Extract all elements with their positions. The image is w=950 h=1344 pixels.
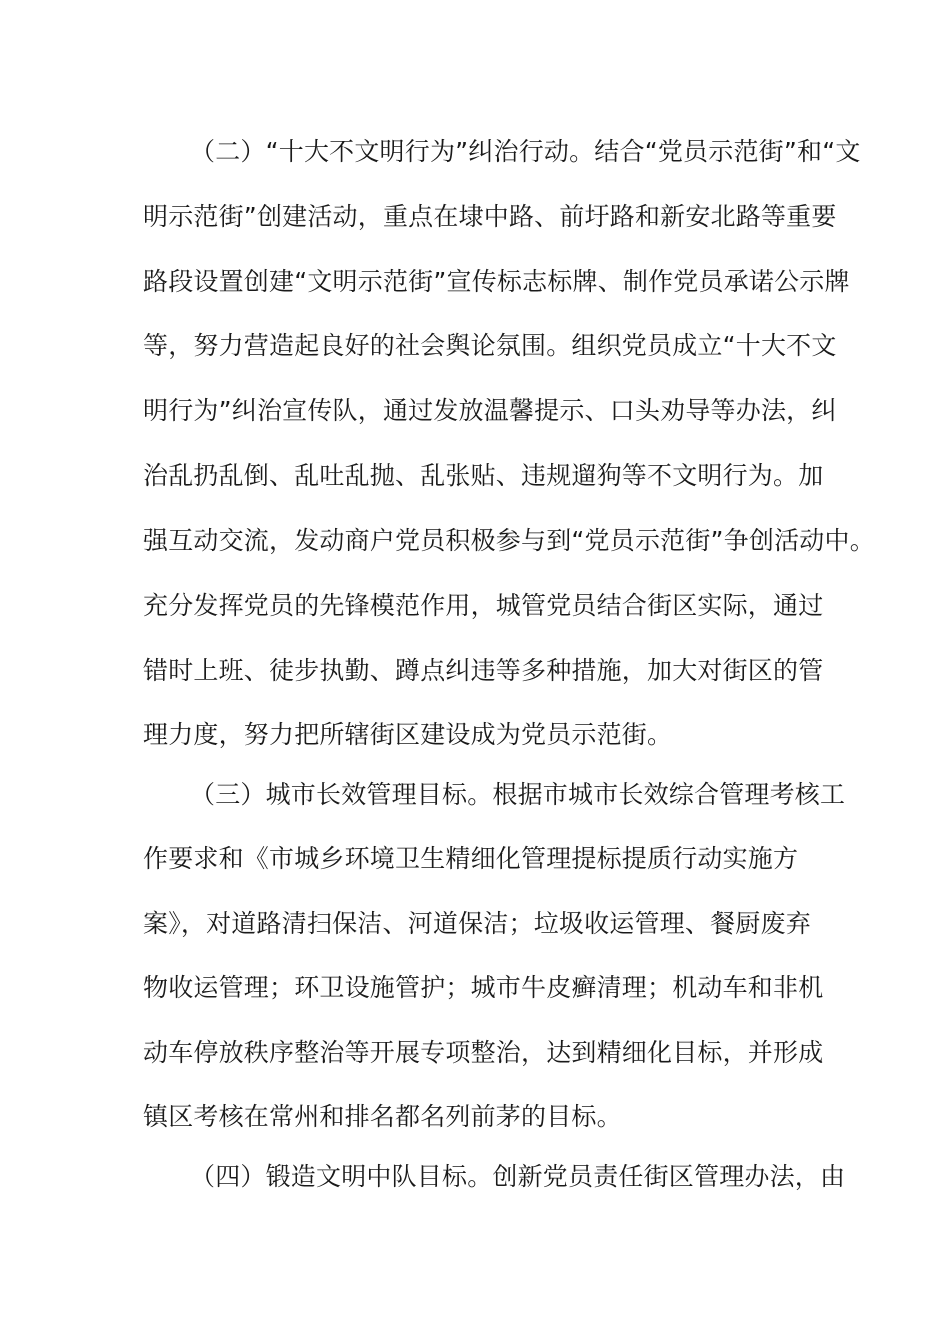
paragraph-2-line-5: 明行为”纠治宣传队，通过发放温馨提示、口头劝导等办法，纠 [143,396,837,425]
paragraph-3-line-2: 作要求和《市城乡环境卫生精细化管理提标提质行动实施方 [143,844,799,873]
paragraph-2-line-9: 错时上班、徒步执勤、蹲点纠违等多种措施，加大对街区的管 [143,656,824,685]
paragraph-2-line-1: （二）“十大不文明行为”纠治行动。结合“党员示范街”和“文 [190,137,861,166]
paragraph-2-line-4: 等，努力营造起良好的社会舆论氛围。组织党员成立“十大不文 [143,331,837,360]
paragraph-2-line-8: 充分发挥党员的先锋模范作用，城管党员结合街区实际，通过 [143,591,824,620]
paragraph-2-line-7: 强互动交流，发动商户党员积极参与到“党员示范街”争创活动中。 [143,526,875,555]
paragraph-3-line-6: 镇区考核在常州和排名都名列前茅的目标。 [143,1102,622,1131]
paragraph-2-line-6: 治乱扔乱倒、乱吐乱抛、乱张贴、违规遛狗等不文明行为。加 [143,461,824,490]
paragraph-2-line-3: 路段设置创建“文明示范街”宣传标志标牌、制作党员承诺公示牌 [143,267,850,296]
paragraph-3-line-3: 案》，对道路清扫保洁、河道保洁；垃圾收运管理、餐厨废弃 [143,909,811,938]
paragraph-2-line-2: 明示范街”创建活动，重点在埭中路、前圩路和新安北路等重要 [143,202,837,231]
paragraph-2-line-10: 理力度，努力把所辖街区建设成为党员示范街。 [143,720,673,749]
paragraph-4-line-1: （四）锻造文明中队目标。创新党员责任街区管理办法，由 [190,1162,846,1191]
paragraph-3-line-1: （三）城市长效管理目标。根据市城市长效综合管理考核工 [190,780,846,809]
paragraph-3-line-4: 物收运管理；环卫设施管护；城市牛皮癣清理；机动车和非机 [143,973,824,1002]
paragraph-3-line-5: 动车停放秩序整治等开展专项整治，达到精细化目标，并形成 [143,1038,824,1067]
